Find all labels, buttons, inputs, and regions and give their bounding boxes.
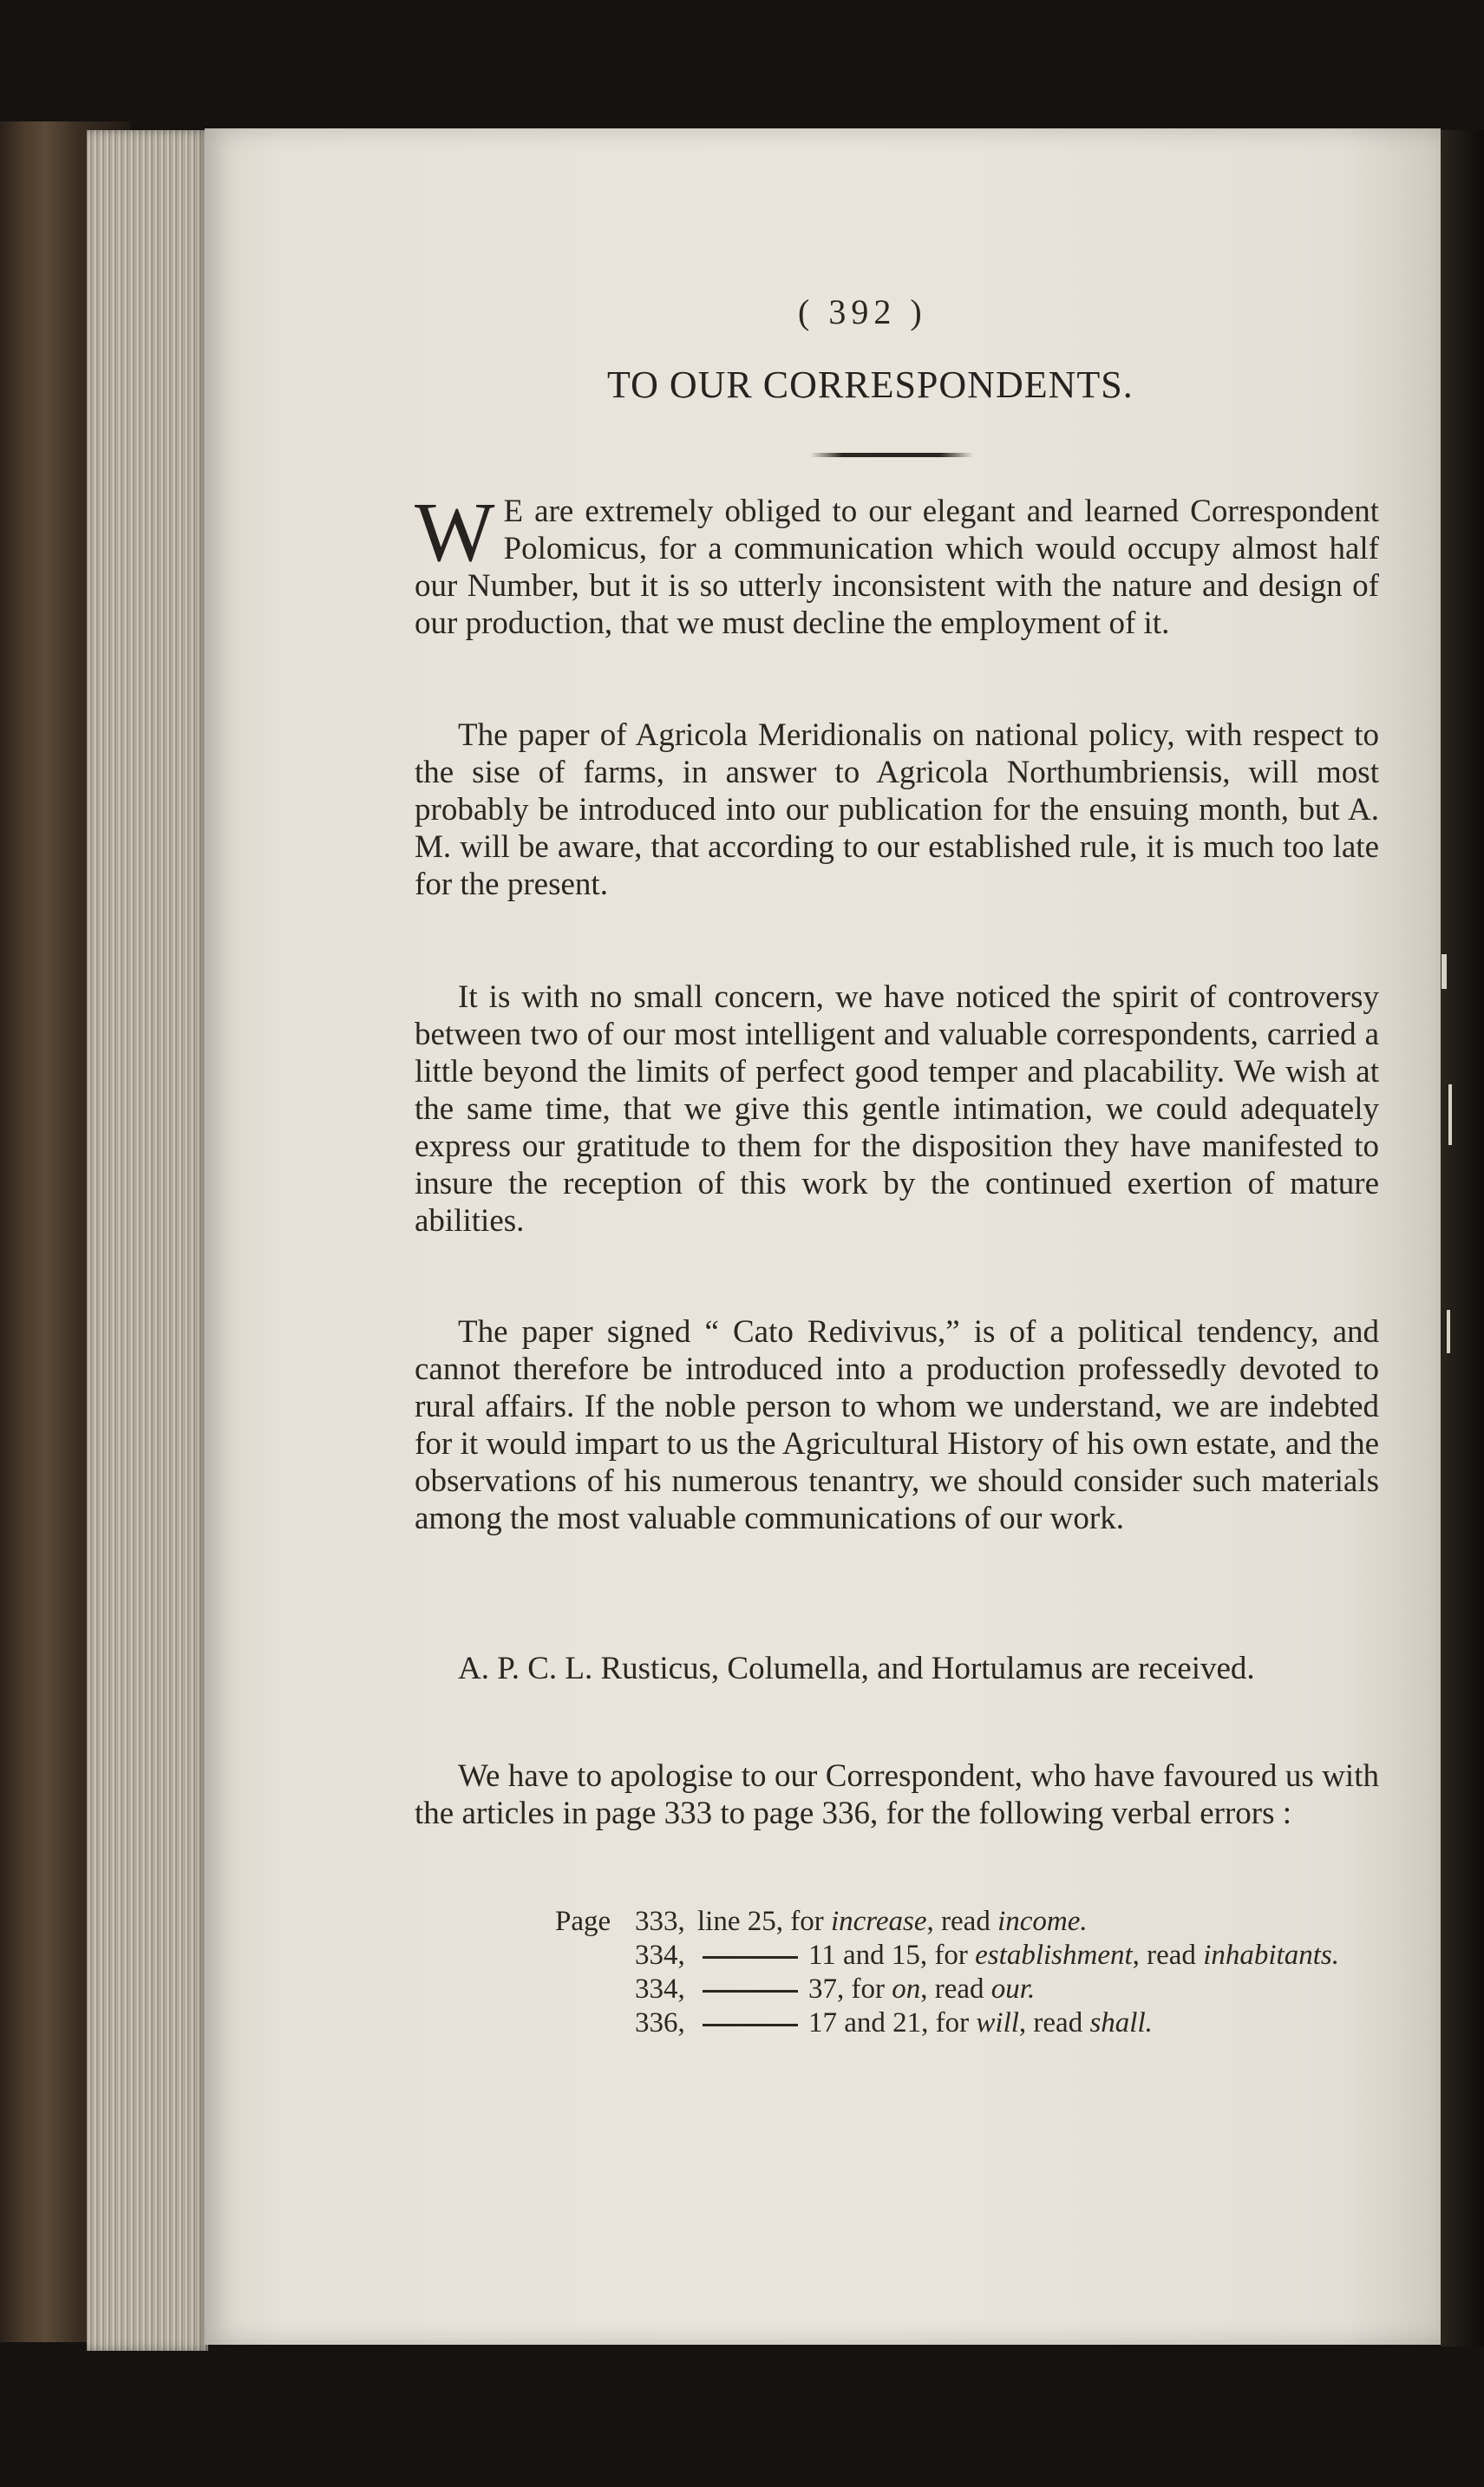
- paragraph-3: It is with no small concern, we have noticed the spirit of controversy between two of our most intelligent and valuable correspondents, carried a little beyond the limits of perfect good temper and placability. We wish at the same time, that we give this gentle intimation, we could adequately express our gratitude to them for the disposition they have manifested to insure the reception of this work by the continued exertion of mature abilities.: [415, 979, 1379, 1239]
- errata-row: [555, 1905, 1388, 1939]
- errata-label: Page: [555, 1906, 611, 1937]
- page-number: ( 392 ): [798, 292, 927, 331]
- errata-wrong: establishment: [975, 1940, 1133, 1971]
- ditto-dash: [703, 1990, 798, 1993]
- title-rule-divider: [810, 453, 973, 457]
- errata-wrong: will: [976, 2007, 1019, 2039]
- errata-line: 17 and 21, for: [808, 2007, 977, 2039]
- errata-wrong: increase: [830, 1906, 927, 1937]
- margin-mark: [1447, 1310, 1450, 1353]
- errata-line: 37, for: [808, 1973, 892, 2005]
- errata-text: [808, 1973, 1035, 2006]
- paragraph-1: [415, 486, 1379, 642]
- errata-mid: , read: [920, 1973, 991, 2005]
- errata-row: [555, 2006, 1388, 2040]
- errata-page: 334,: [635, 1973, 685, 2005]
- paragraph-6: We have to apologise to our Correspondent, who have favoured us with the articles in page 333 to page 336, for the following verbal errors :: [415, 1758, 1379, 1831]
- errata-mid: , read: [926, 1906, 998, 1937]
- margin-mark: [1442, 954, 1447, 989]
- errata-text: [808, 2006, 1153, 2040]
- errata-row: [555, 1973, 1388, 2006]
- errata-mid: , read: [1132, 1940, 1204, 1971]
- errata-list: [555, 1905, 1388, 2040]
- page-title: TO OUR CORRESPONDENTS.: [607, 363, 1134, 406]
- errata-line: line 25, for: [697, 1906, 831, 1937]
- errata-line: 11 and 15, for: [808, 1940, 976, 1971]
- facing-page-edge: [1441, 130, 1484, 2346]
- errata-wrong: on: [892, 1973, 921, 2005]
- errata-right: inhabitants.: [1203, 1940, 1339, 1971]
- errata-label: [555, 1939, 635, 1973]
- paragraph-4: The paper signed “ Cato Redivivus,” is of a political tendency, and cannot therefore be introduced into a production professedly devoted to rural affairs. If the noble person to whom we understand, we are indebted for it would impart to us the Agricultural History of his own estate, and the observations of his numerous tenantry, we should consider such materials among the most valuable communications of our work.: [415, 1314, 1379, 1536]
- paragraph-5: A. P. C. L. Rusticus, Columella, and Hortulamus are received.: [458, 1651, 1255, 1686]
- drop-cap: W: [415, 486, 495, 579]
- errata-label: [555, 2006, 635, 2040]
- errata-label: [555, 1973, 635, 2006]
- errata-page: 334,: [635, 1940, 685, 1971]
- paragraph-2: The paper of Agricola Meridionalis on national policy, with respect to the sise of farms, in answer to Agricola Northumbriensis, will most probably be introduced into our publication for the ensuing month, but A. M. will be aware, that according to our established rule, it is much too late for the present.: [415, 717, 1379, 902]
- errata-text: [697, 1905, 1088, 1939]
- margin-mark: [1448, 1084, 1452, 1145]
- errata-right: income.: [997, 1906, 1088, 1937]
- ditto-dash: [703, 2024, 798, 2026]
- paragraph-1-text: E are extremely obliged to our elegant and learned Correspondent Polomicus, for a communication which would occupy almost half our Number, but it is so utterly inconsistent with the nature and design of our production, that we must decline the employment of it.: [415, 494, 1379, 641]
- page-stack-edges: [87, 130, 208, 2351]
- errata-row: [555, 1939, 1388, 1973]
- errata-page: 333,: [635, 1906, 685, 1937]
- errata-right: shall.: [1089, 2007, 1153, 2039]
- errata-mid: , read: [1018, 2007, 1090, 2039]
- errata-page: 336,: [635, 2007, 685, 2039]
- errata-right: our.: [990, 1973, 1036, 2005]
- errata-text: [808, 1939, 1339, 1973]
- ditto-dash: [703, 1956, 798, 1959]
